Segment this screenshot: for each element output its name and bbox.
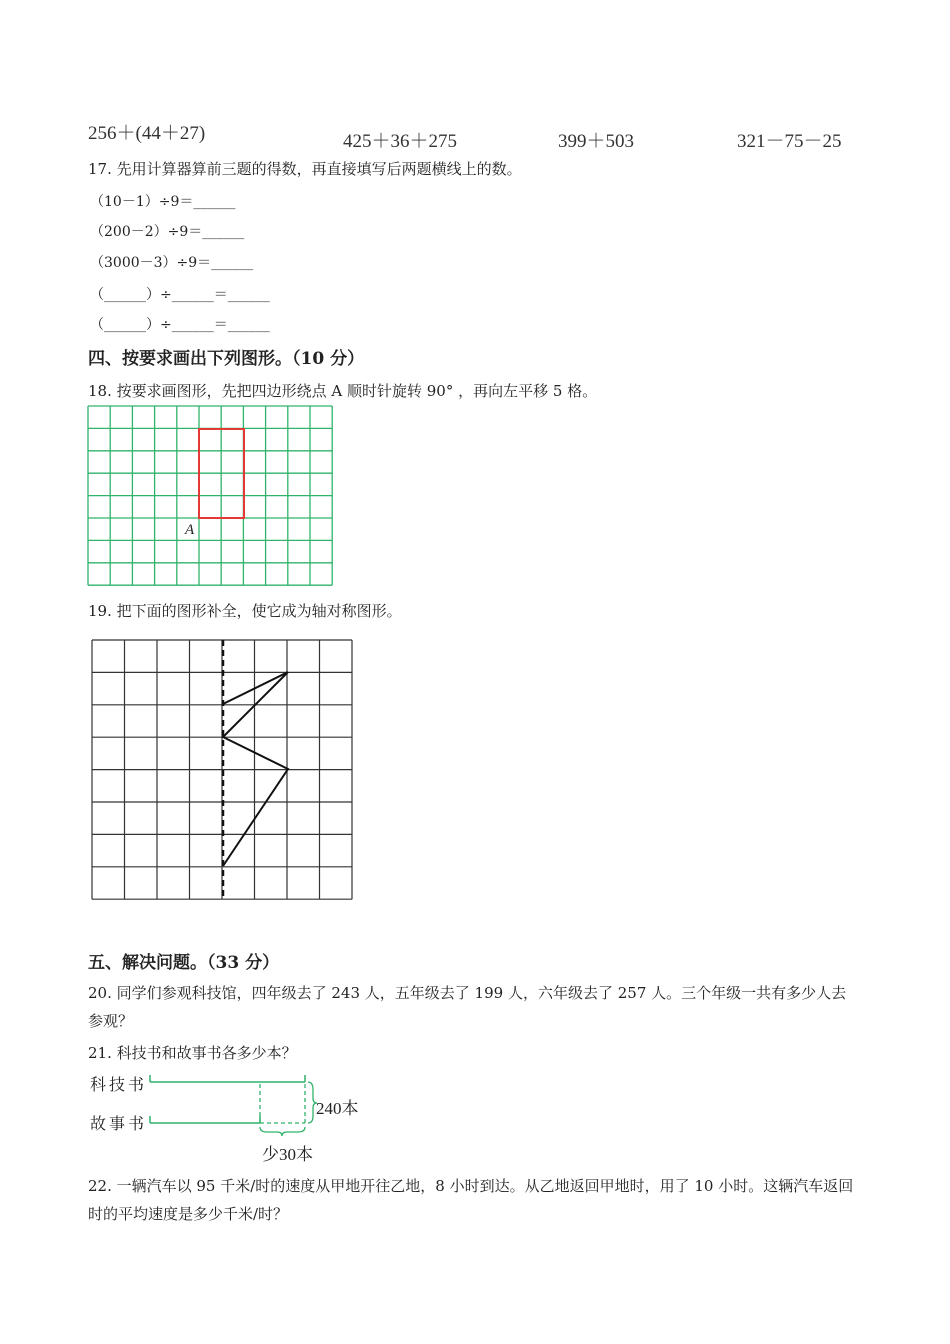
q17-line-5: （______）÷______＝______ bbox=[90, 317, 270, 333]
q19-title: 19. 把下面的图形补全，使它成为轴对称图形。 bbox=[88, 602, 402, 620]
expr-2: 425＋36＋275 bbox=[343, 131, 458, 152]
total-label: 240本 bbox=[316, 1099, 359, 1118]
expr-3: 399＋503 bbox=[558, 131, 635, 152]
label-science-books: 科技书 bbox=[90, 1075, 148, 1094]
q18-title: 18. 按要求画图形，先把四边形绕点 A 顺时针旋转 90° ，再向左平移 5 格。 bbox=[88, 382, 598, 400]
section-5-title: 五、解决问题。（33 分） bbox=[88, 953, 280, 973]
point-a-label: A bbox=[185, 522, 195, 538]
q22-text: 22. 一辆汽车以 95 千米/时的速度从甲地开往乙地，8 小时到达。从乙地返回甲地时，用了 10 小时。这辆汽车返回时的平均速度是多少千米/时？ bbox=[88, 1177, 854, 1223]
difference-label: 少30本 bbox=[262, 1145, 313, 1164]
q18-grid bbox=[88, 406, 338, 590]
label-story-books: 故事书 bbox=[90, 1114, 148, 1133]
q20-text: 20. 同学们参观科技馆，四年级去了 243 人，五年级去了 199 人，六年级去了 257 人。三个年级一共有多少人去参观？ bbox=[88, 984, 847, 1030]
section-4-title: 四、按要求画出下列图形。（10 分） bbox=[88, 349, 365, 369]
expr-4: 321－75－25 bbox=[737, 131, 842, 152]
q17-line-2: （200－2）÷9＝______ bbox=[90, 224, 245, 240]
expr-1: 256＋(44＋27) bbox=[88, 123, 206, 144]
q17-line-3: （3000－3）÷9＝______ bbox=[90, 255, 254, 271]
q17-title: 17. 先用计算器算前三题的得数，再直接填写后两题横线上的数。 bbox=[88, 160, 522, 178]
q17-line-1: （10－1）÷9＝______ bbox=[90, 194, 236, 210]
q19-grid bbox=[92, 640, 356, 904]
q21-title: 21. 科技书和故事书各多少本？ bbox=[88, 1044, 297, 1062]
q17-line-4: （______）÷______＝______ bbox=[90, 287, 270, 303]
